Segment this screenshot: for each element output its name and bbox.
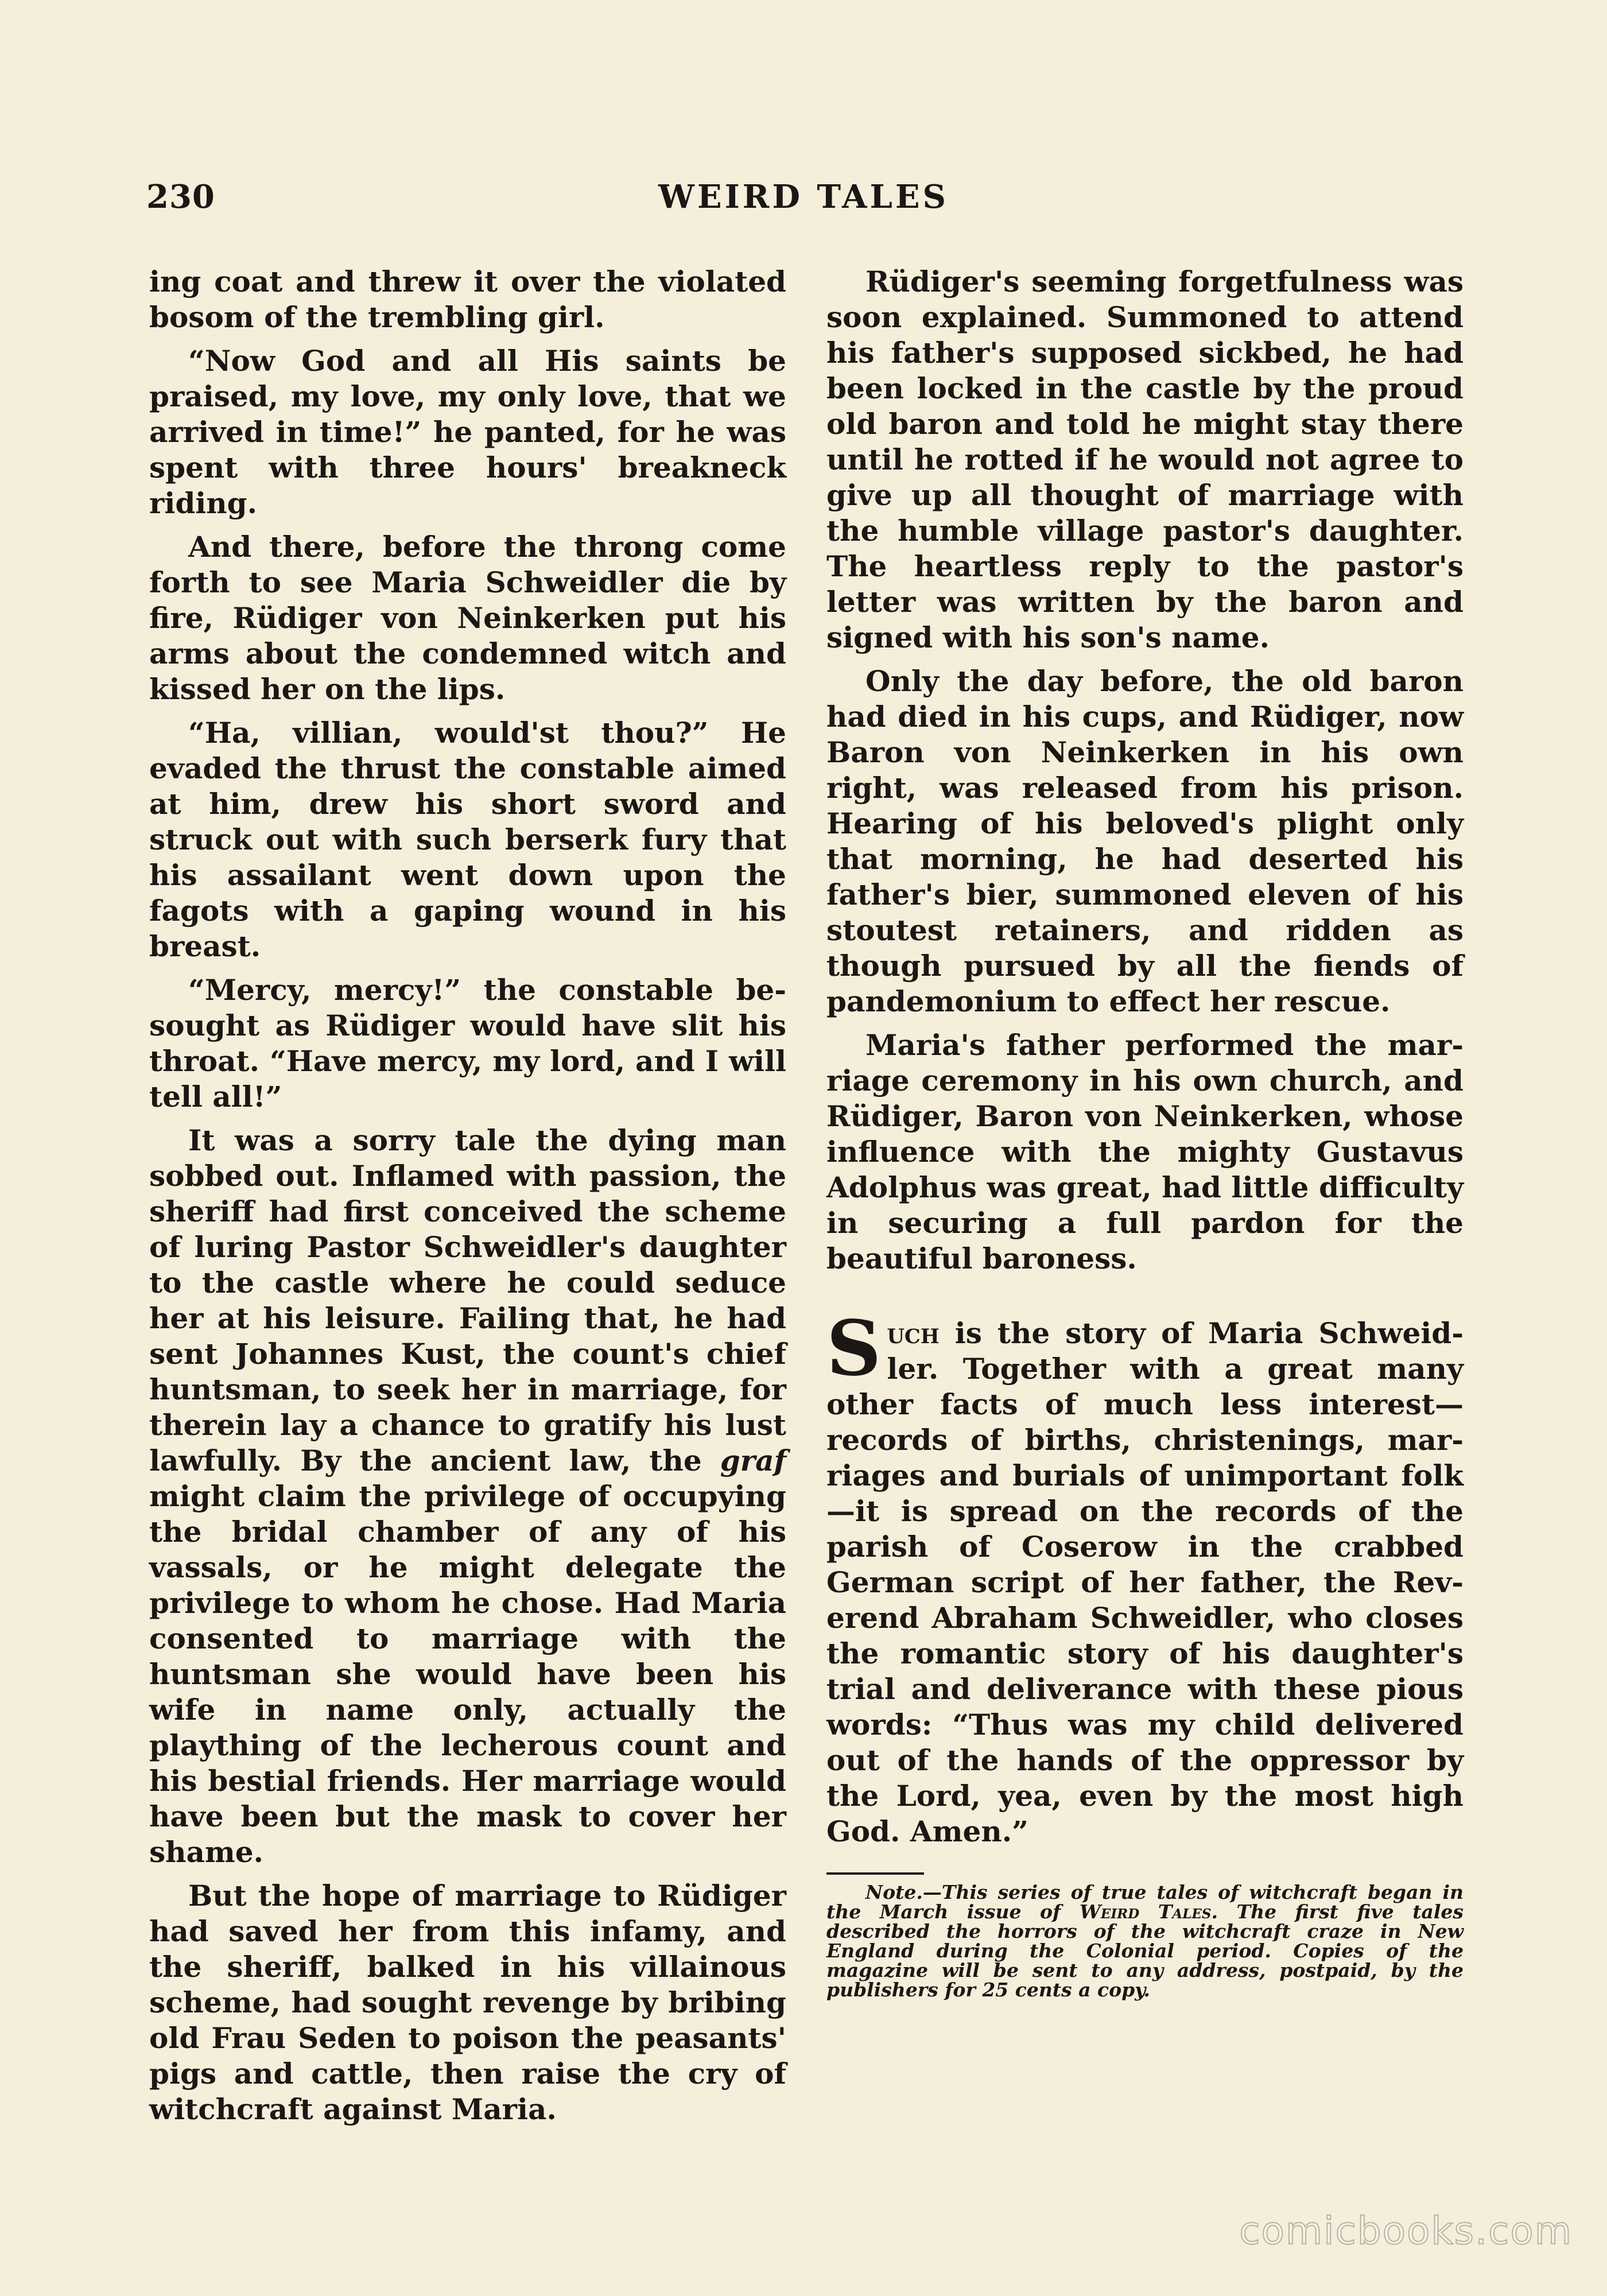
paragraph: Rüdiger's seeming forgetfulness was soon explained. Summoned to attend his father's supposed sickbed, he had been locked in the castle by the proud old baron and told he might stay there until he rotted if he would not agree to give up all thought of marriage with the humble village pastor's daughter. The heartless reply to the pastor's letter was written by the baron and signed with his son's name. <box>826 265 1464 654</box>
note-text: Note.—This series of true tales of witchcraft began in the March issue of <box>826 1881 1464 1923</box>
magazine-name: Weird Tales <box>1079 1901 1212 1923</box>
paragraph: And there, before the throng come forth to see Maria Schweidler die by fire, Rüdiger von Neinkerken put his arms about the condemned witch and kissed her on the lips. <box>149 530 786 706</box>
paragraph: “Ha, villian, would'st thou?” He evaded the thrust the constable aimed at him, drew his short sword and struck out with such berserk fury that his assailant went down upon the fagots with a gaping wound in his breast. <box>149 716 786 963</box>
running-title: WEIRD TALES <box>658 178 949 216</box>
paragraph: “Now God and all His saints be praised, my love, my only love, that we arrived in time!” he panted, for he was spent with three hours' breakneck riding. <box>149 344 786 520</box>
italic-term: graf <box>720 1444 786 1477</box>
paragraph <box>149 1123 786 1870</box>
paragraph: Maria's father performed the marriage ceremony in his own church, and Rüdiger, Baron von Neinkerken, whose influence with the mighty Gustavus Adolphus was great, had little difficulty in securing a full pardon for the beautiful baroness. <box>826 1028 1464 1275</box>
note-text: . The first five tales described the horrors of the witchcraft craze in New England during the Colonial period. Copies of the magazine will be sent to any address, postpaid, by the publishers for 25 cents a copy. <box>826 1901 1464 2001</box>
watermark: comicbooks.com <box>1239 2209 1573 2253</box>
left-column <box>149 264 786 2135</box>
drop-cap: S <box>826 1304 882 1393</box>
page-number: 230 <box>146 178 215 216</box>
small-caps-run: uch <box>887 1316 940 1350</box>
section-opening-paragraph <box>826 1304 1464 1849</box>
paragraph: But the hope of marriage to Rüdiger had saved her from this infamy, and the sheriff, balked in his villainous scheme, had sought revenge by bribing old Frau Seden to poison the peasants' pigs and cattle, then raise the cry of witchcraft against Maria. <box>149 1879 786 2126</box>
editorial-note <box>826 1883 1464 2000</box>
page-header <box>146 178 1461 224</box>
text-run: might claim the privilege of occupying the bridal chamber of any of his vassals, or he might delegate the privilege to whom he chose. Had Maria consented to marriage with the huntsman she would have been his wife in name only, actually the plaything of the lecherous count and his bestial friends. Her marriage would have been but the mask to cover her shame. <box>149 1479 786 1869</box>
text-run: It was a sorry tale the dying man sobbed out. Inflamed with passion, the sheriff had first conceived the scheme of luring Pastor Schweidler's daughter to the castle where he could seduce her at his leisure. Failing that, he had sent Johannes Kust, the count's chief huntsman, to seek her in marriage, for therein lay a chance to gratify his lust lawfully. By the ancient law, the <box>149 1123 786 1477</box>
text-run: is the story of Maria Schweidler. Together with a great many other facts of much less interest— records of births, christenings, marriages and burials of unimportant folk—it is spread on the records of the parish of Coserow in the crabbed German script of her father, the Reverend Abraham Schweidler, who closes the romantic story of his daughter's trial and deliverance with these pious words: “Thus was my child delivered out of the hands of the oppressor by the Lord, yea, even by the most high God. Amen.” <box>826 1316 1464 1848</box>
footnote-rule <box>826 1872 924 1875</box>
paragraph-continued: ing coat and threw it over the violated bosom of the trembling girl. <box>149 265 786 334</box>
paragraph: Only the day before, the old baron had died in his cups, and Rüdiger, now Baron von Neinkerken in his own right, was released from his prison. Hearing of his beloved's plight only that morning, he had deserted his father's bier, summoned eleven of his stoutest retainers, and ridden as though pursued by all the fiends of pandemonium to effect her rescue. <box>826 664 1464 1018</box>
paragraph: “Mercy, mercy!” the constable besought as Rüdiger would have slit his throat. “Have mercy, my lord, and I will tell all!” <box>149 973 786 1114</box>
right-column <box>826 264 1464 2008</box>
